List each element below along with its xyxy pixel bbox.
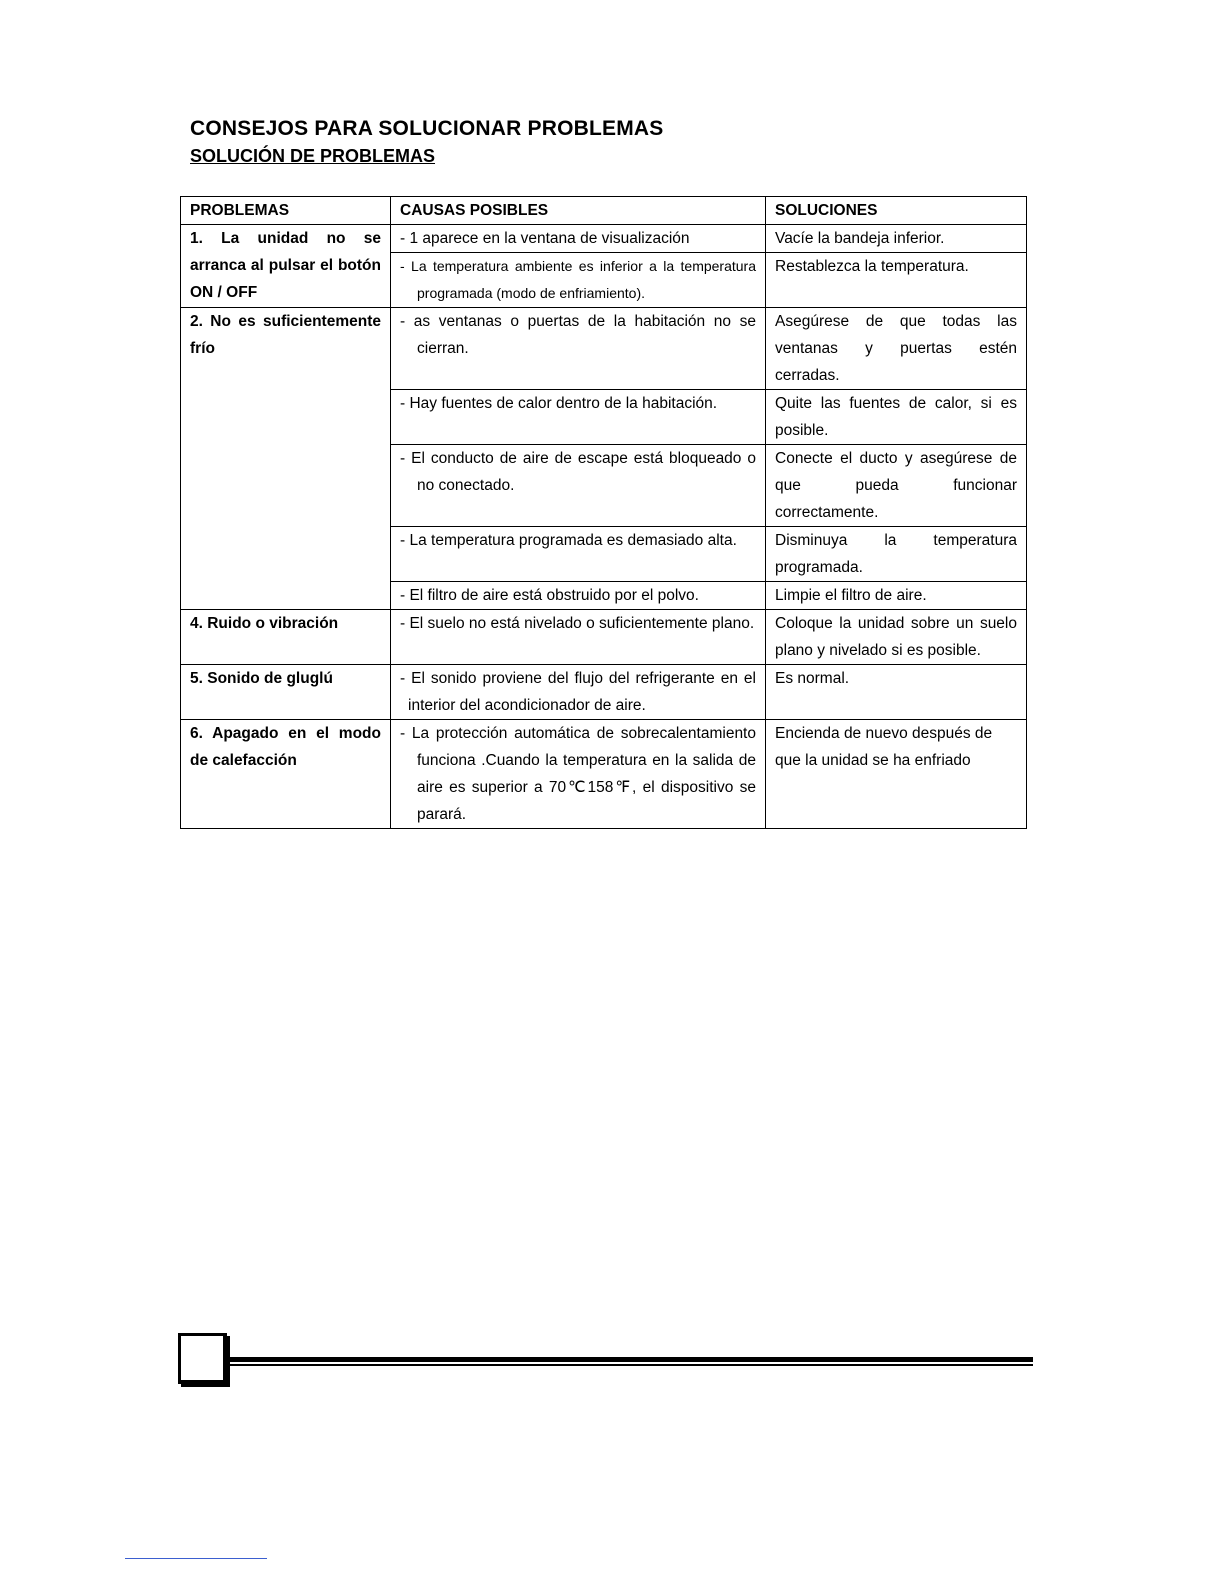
solution-cell: Es normal. [766, 665, 1027, 720]
solution-cell: Quite las fuentes de calor, si es posible. [766, 390, 1027, 445]
cause-cell [391, 582, 766, 610]
cause-text: - as ventanas o puertas de la habitación no se cierran. [400, 313, 756, 357]
problem-cell: 5. Sonido de gluglú [181, 665, 391, 720]
bottom-divider [125, 1558, 267, 1559]
solution-cell: Asegúrese de que todas las ventanas y puertas estén cerradas. [766, 308, 1027, 390]
cause-cell [391, 527, 766, 582]
cause-cell [391, 610, 766, 665]
footer-rule [226, 1357, 1033, 1362]
cause-cell [391, 308, 766, 390]
problem-cell: 6. Apagado en el modo de calefacción [181, 720, 391, 829]
solution-cell: Vacíe la bandeja inferior. [766, 225, 1027, 253]
table-row [181, 308, 1027, 390]
table-header-row [181, 197, 1027, 225]
cause-text: - El sonido proviene del flujo del refrigerante en el interior del acondicionador de aire. [400, 670, 756, 714]
troubleshooting-table [180, 196, 1027, 829]
page-title: CONSEJOS PARA SOLUCIONAR PROBLEMAS [190, 117, 664, 140]
cause-text: - El conducto de aire de escape está bloqueado o no conectado. [400, 450, 756, 494]
header-problems: PROBLEMAS [181, 197, 391, 225]
cause-text: - El suelo no está nivelado o suficientemente plano. [400, 615, 755, 632]
solution-cell: Coloque la unidad sobre un suelo plano y nivelado si es posible. [766, 610, 1027, 665]
solution-cell: Limpie el filtro de aire. [766, 582, 1027, 610]
problem-cell: 1. La unidad no se arranca al pulsar el botón ON / OFF [181, 225, 391, 308]
table-row [181, 610, 1027, 665]
table-row [181, 225, 1027, 253]
cause-cell [391, 225, 766, 253]
cause-text: - 1 aparece en la ventana de visualización [400, 230, 690, 247]
header-causes: CAUSAS POSIBLES [391, 197, 766, 225]
page-number-box [178, 1333, 227, 1384]
cause-text: - El filtro de aire está obstruido por el polvo. [400, 587, 699, 604]
problem-cell: 4. Ruido o vibración [181, 610, 391, 665]
cause-cell [391, 253, 766, 308]
footer-rule-thin [226, 1364, 1033, 1366]
header-solutions: SOLUCIONES [766, 197, 1027, 225]
cause-cell [391, 665, 766, 720]
cause-text: - Hay fuentes de calor dentro de la habitación. [400, 395, 718, 412]
solution-cell: Restablezca la temperatura. [766, 253, 1027, 308]
table-row [181, 720, 1027, 829]
solution-cell: Disminuya la temperatura programada. [766, 527, 1027, 582]
solution-cell: Encienda de nuevo después de que la unidad se ha enfriado [766, 720, 1027, 829]
cause-cell [391, 445, 766, 527]
cause-text: - La temperatura programada es demasiado alta. [400, 532, 737, 549]
solution-cell: Conecte el ducto y asegúrese de que pueda funcionar correctamente. [766, 445, 1027, 527]
cause-cell [391, 720, 766, 829]
page-subtitle: SOLUCIÓN DE PROBLEMAS [190, 146, 436, 166]
cause-cell [391, 390, 766, 445]
table-row [181, 665, 1027, 720]
problem-cell: 2. No es suficientemente frío [181, 308, 391, 610]
cause-text: - La protección automática de sobrecalentamiento funciona .Cuando la temperatura en la salida de aire es superior a 70℃158℉, el dispositivo se parará. [400, 725, 756, 823]
cause-text: - La temperatura ambiente es inferior a la temperatura programada (modo de enfriamiento). [400, 258, 756, 301]
